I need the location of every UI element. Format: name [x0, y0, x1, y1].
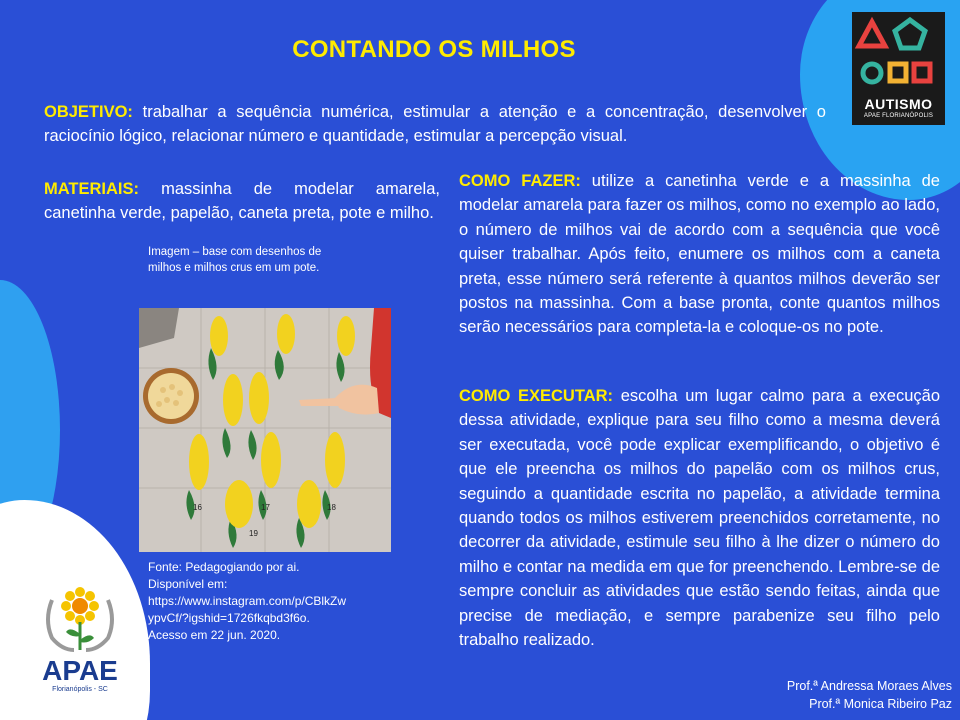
autismo-logo [852, 12, 945, 125]
apae-logo-word: APAE [42, 655, 118, 686]
apae-logo [30, 580, 130, 700]
como-executar-paragraph [459, 384, 940, 652]
source-line-1: Fonte: Pedagogiando por ai. [148, 560, 300, 574]
activity-photo [139, 308, 391, 552]
photo-number-17: 17 [261, 503, 270, 512]
photo-number-19: 19 [249, 529, 258, 538]
como-executar-text: escolha um lugar calmo para a execução dessa atividade, explique para seu filho como a mesma deverá ser executada, você pode explicar exemplificando, o objetivo é que ele preencha os milhos do papelão com os milhos crus, seguindo a quantidade escrita no papelão, a atividade termina quando todos os milhos estiverem preenchidos corretamente, no decorrer da atividade, estimule seu filho à lhe dizer o número do milho e contar na medida em que for preenchendo. Lembre-se de sempre concluir as atividades que estão sendo feitas, ainda que precise de mediação, e sempre parabenize seu filho pelo trabalho realizado. [459, 387, 940, 650]
page-title: CONTANDO OS MILHOS [292, 36, 576, 63]
objetivo-label: OBJETIVO: [44, 103, 133, 121]
source-line-2: Disponível em: [148, 577, 228, 591]
materiais-paragraph [44, 177, 440, 225]
materiais-label: MATERIAIS: [44, 180, 140, 198]
image-caption: Imagem – base com desenhos de milhos e milhos crus em um pote. [148, 246, 322, 274]
photo-number-16: 16 [193, 503, 202, 512]
corn-board-illustration [139, 308, 391, 552]
apae-logo-sub: Florianópolis - SC [52, 686, 108, 693]
autismo-logo-word: AUTISMO [864, 96, 933, 112]
autismo-logo-sub: APAE FLORIANÓPOLIS [863, 113, 934, 119]
teacher-credits [787, 677, 952, 713]
source-line-3: Acesso em 22 jun. 2020. [148, 628, 281, 642]
como-fazer-label: COMO FAZER: [459, 172, 581, 190]
como-fazer-text: utilize a canetinha verde e a massinha de modelar amarela para fazer os milhos, como no exemplo ao lado, o número de milhos vai de acordo com a sequência que você quiser trabalhar. Após feito, enumere os milhos com a caneta preta, esse número será referente à quantos milhos deverão ser postos na massinha. Com a base pronta, conte quantos milhos serão necessários para completa-la e coloque-os no pote. [459, 172, 940, 337]
source-citation [148, 559, 348, 644]
teacher-name-2: Prof.ª Monica Ribeiro Paz [809, 697, 952, 711]
objetivo-paragraph [44, 100, 826, 148]
materiais-text: massinha de modelar amarela, canetinha verde, papelão, caneta preta, pote e milho. [44, 180, 440, 222]
teacher-name-1: Prof.ª Andressa Moraes Alves [786, 679, 952, 693]
photo-number-18: 18 [327, 503, 336, 512]
source-url[interactable]: https://www.instagram.com/p/CBlkZwypvCf/?igshid=1726fkqbd3f6o. [148, 594, 347, 625]
autismo-logo-shapes-icon [852, 12, 945, 96]
como-fazer-paragraph [459, 169, 940, 340]
apae-flower-hands-icon [30, 580, 130, 656]
como-executar-label: COMO EXECUTAR: [459, 387, 614, 405]
objetivo-text: trabalhar a sequência numérica, estimular a atenção e a concentração, desenvolver o raciocínio lógico, relacionar número e quantidade, estimular a percepção visual. [44, 103, 826, 145]
